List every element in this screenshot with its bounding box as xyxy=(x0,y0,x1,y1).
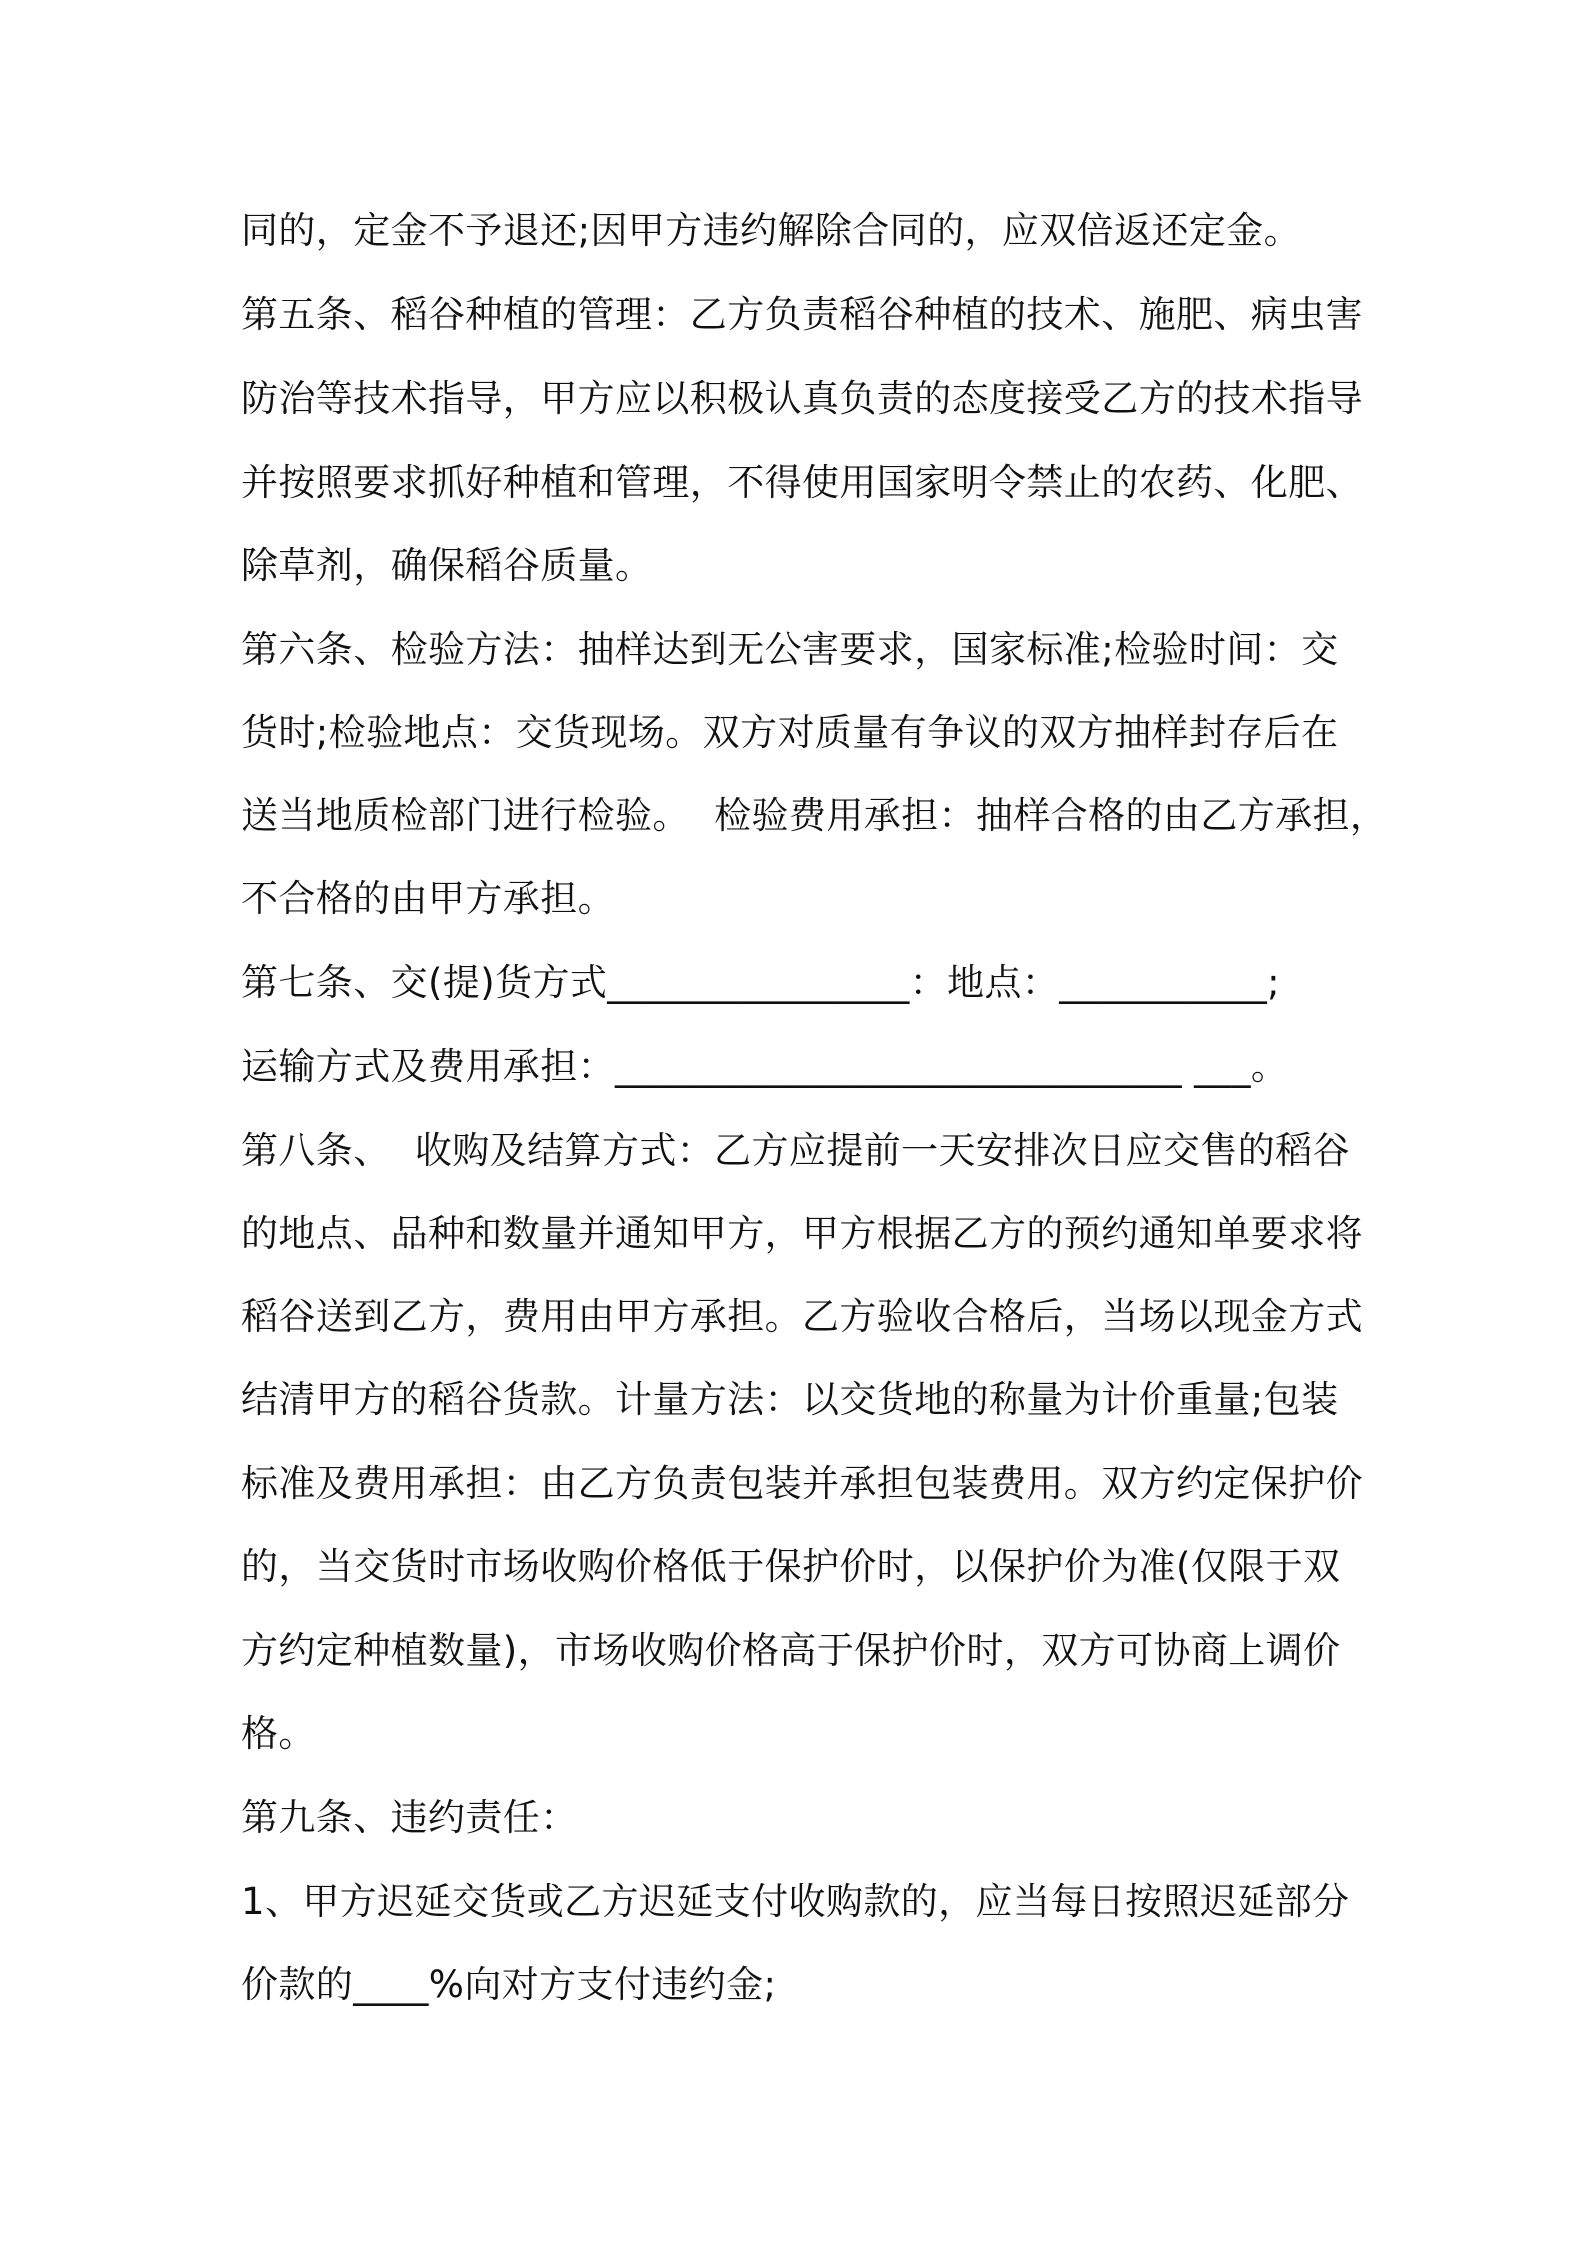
paragraph-line: 的，当交货时市场收购价格低于保护价时，以保护价为准(仅限于双 xyxy=(241,1545,1341,1588)
article-5-line: 第五条、稻谷种植的管理：乙方负责稻谷种植的技术、施肥、病虫害 xyxy=(241,293,1363,336)
paragraph-line: 标准及费用承担：由乙方负责包装并承担包装费用。双方约定保护价 xyxy=(241,1462,1363,1505)
paragraph-line: 同的，定金不予退还;因甲方违约解除合同的，应双倍返还定金。 xyxy=(241,209,1302,252)
article-7-line: 第七条、交(提)货方式________________：地点：___________; xyxy=(241,961,1281,1004)
paragraph-line: 格。 xyxy=(241,1712,316,1755)
paragraph-line: 送当地质检部门进行检验。 检验费用承担：抽样合格的由乙方承担， xyxy=(241,794,1388,837)
paragraph-line: 防治等技术指导，甲方应以积极认真负责的态度接受乙方的技术指导 xyxy=(241,377,1363,420)
paragraph-line: 不合格的由甲方承担。 xyxy=(241,877,615,920)
paragraph-line: 货时;检验地点：交货现场。双方对质量有争议的双方抽样封存后在 xyxy=(241,711,1339,754)
article-6-line: 第六条、检验方法：抽样达到无公害要求，国家标准;检验时间：交 xyxy=(241,628,1339,671)
paragraph-line: 稻谷送到乙方，费用由甲方承担。乙方验收合格后，当场以现金方式 xyxy=(241,1295,1363,1338)
paragraph-line: 的地点、品种和数量并通知甲方，甲方根据乙方的预约通知单要求将 xyxy=(241,1212,1363,1255)
paragraph-line: 运输方式及费用承担：______________________________ ___。 xyxy=(241,1045,1289,1088)
paragraph-line: 除草剂，确保稻谷质量。 xyxy=(241,544,653,587)
article-8-line: 第八条、 收购及结算方式：乙方应提前一天安排次日应交售的稻谷 xyxy=(241,1129,1350,1172)
list-item-1: 1、甲方迟延交货或乙方迟延支付收购款的，应当每日按照迟延部分 xyxy=(241,1880,1350,1923)
article-9-heading: 第九条、违约责任： xyxy=(241,1796,578,1839)
paragraph-line: 价款的____%向对方支付违约金; xyxy=(241,1963,777,2006)
paragraph-line: 结清甲方的稻谷货款。计量方法：以交货地的称量为计价重量;包装 xyxy=(241,1378,1339,1421)
paragraph-line: 并按照要求抓好种植和管理，不得使用国家明令禁止的农药、化肥、 xyxy=(241,461,1363,504)
paragraph-line: 方约定种植数量)，市场收购价格高于保护价时，双方可协商上调价 xyxy=(241,1629,1341,1672)
